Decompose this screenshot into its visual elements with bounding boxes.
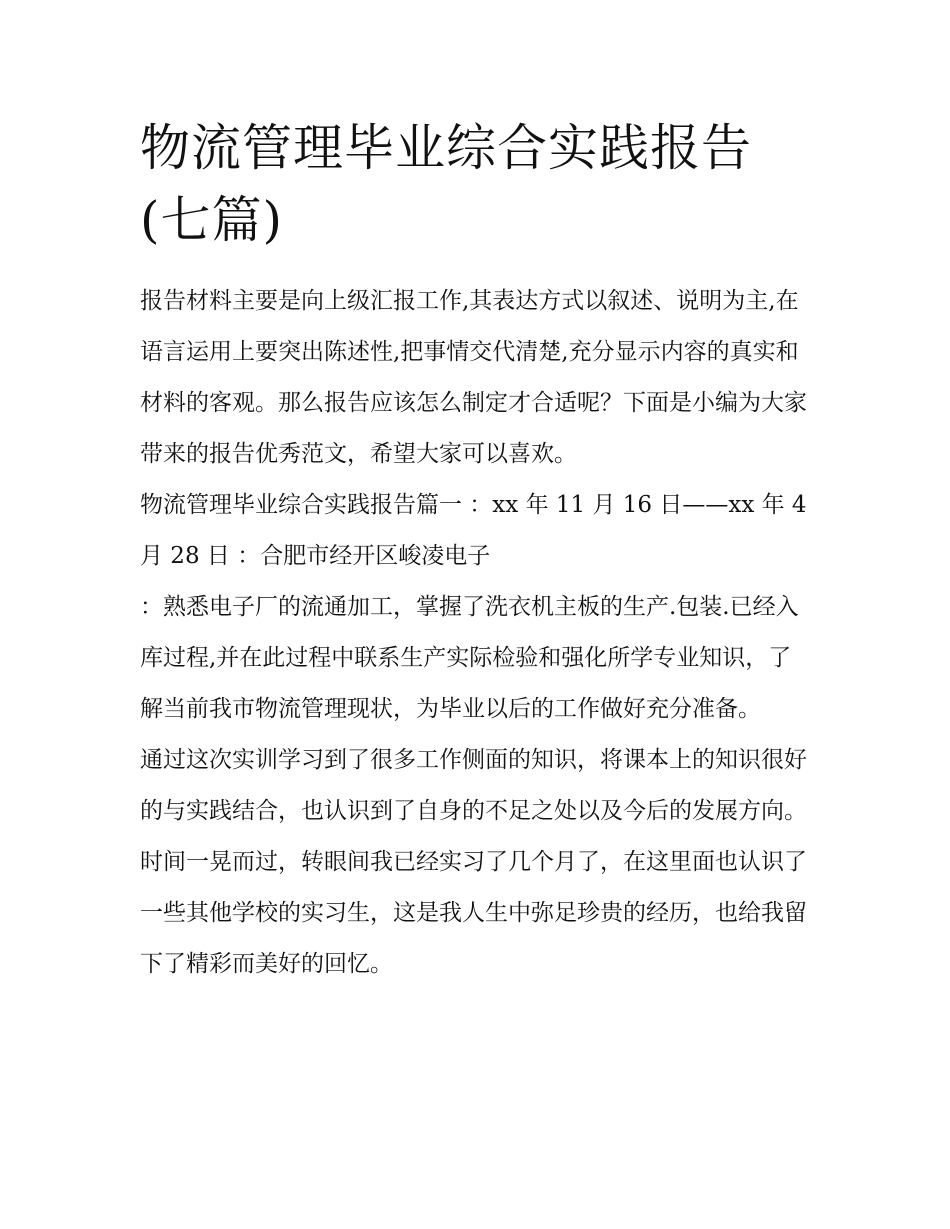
learning-paragraph: 通过这次实训学习到了很多工作侧面的知识，将课本上的知识很好的与实践结合，也认识到了自身的不足之处以及今后的发展方向。	[140, 747, 807, 824]
report-header-paragraph: 物流管理毕业综合实践报告篇一 ：xx 年 11 月 16 日——xx 年 4 月 28 日 ：合肥市经开区峻凌电子	[140, 492, 807, 569]
intro-paragraph: 报告材料主要是向上级汇报工作,其表达方式以叙述、说明为主,在语言运用上要突出陈述性,把事情交代清楚,充分显示内容的真实和材料的客观。那么报告应该怎么制定才合适呢？下面是小编为大家带来的报告优秀范文，希望大家可以喜欢。	[140, 288, 807, 467]
purpose-paragraph: ：熟悉电子厂的流通加工，掌握了洗衣机主板的生产.包装.已经入库过程,并在此过程中联系生产实际检验和强化所学专业知识，了解当前我市物流管理现状，为毕业以后的工作做好充分准备。	[140, 594, 799, 722]
document-body	[140, 112, 812, 990]
reflection-paragraph: 时间一晃而过，转眼间我已经实习了几个月了，在这里面也认识了一些其他学校的实习生，这是我人生中弥足珍贵的经历，也给我留下了精彩而美好的回忆。	[140, 849, 807, 977]
document-title: 物流管理毕业综合实践报告(七篇)	[140, 119, 752, 249]
